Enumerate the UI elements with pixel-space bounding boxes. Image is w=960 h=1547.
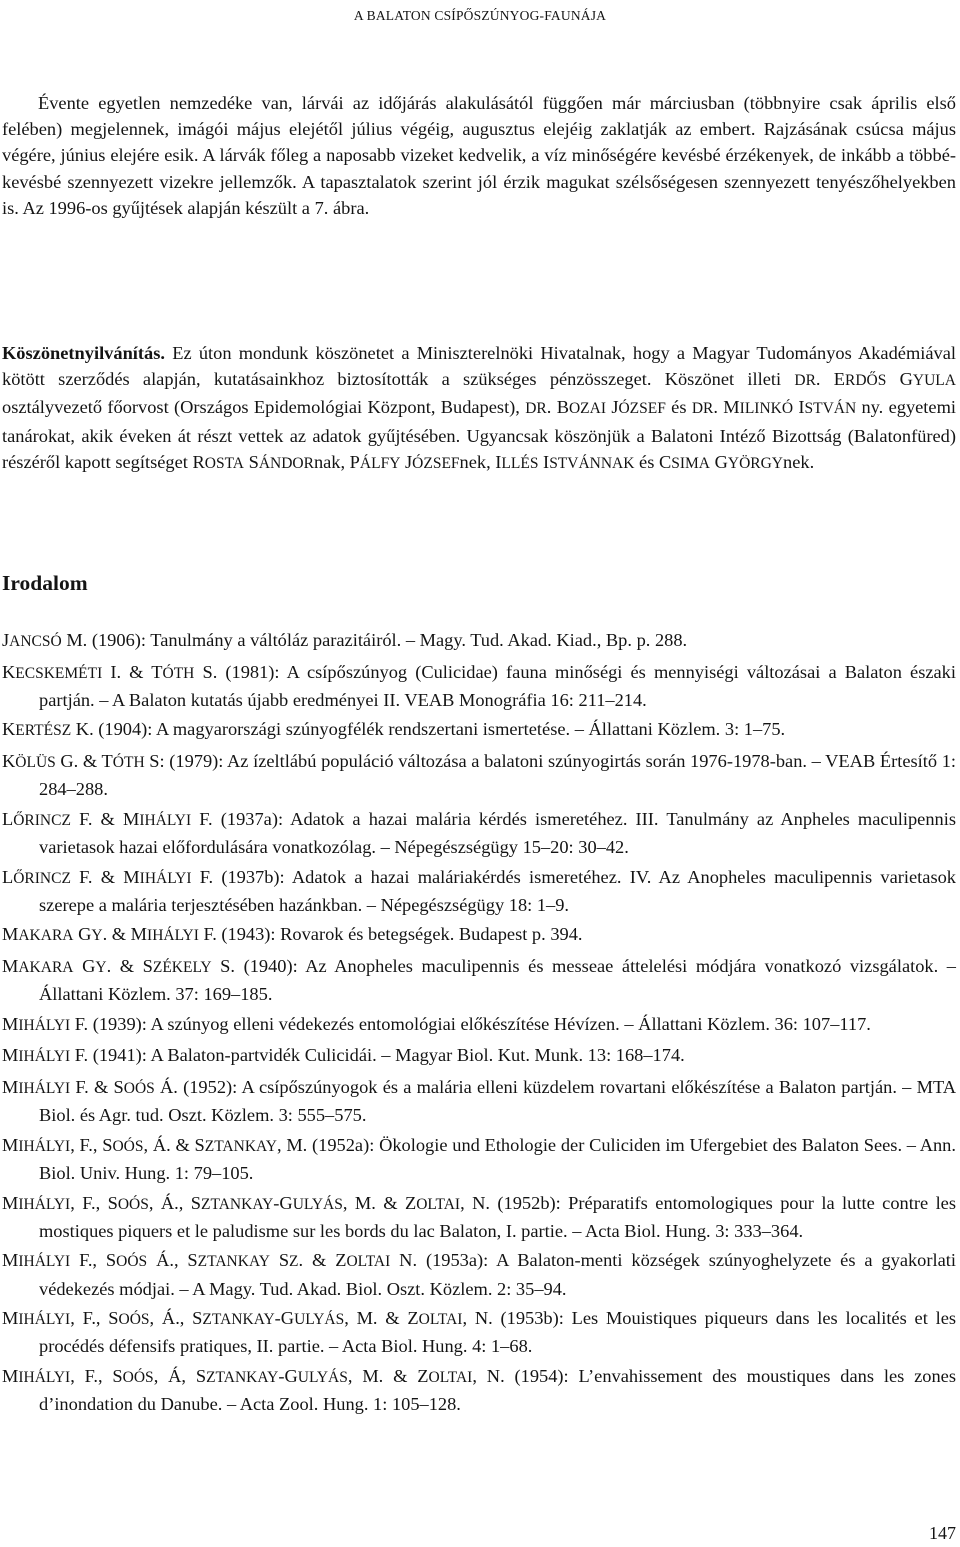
references-heading: Irodalom — [2, 571, 88, 595]
reference-smallcaps: OÓS — [122, 1368, 154, 1386]
ack-segment-text: nek, I — [459, 451, 502, 472]
ack-segment-text: . M — [713, 397, 740, 418]
ack-segment-smallcaps: ILINKÓ — [739, 400, 794, 418]
ack-segment-smallcaps: ÓZSEF — [412, 454, 460, 472]
reference-text: , M. (1952a): Ökologie und Ethologie der Culiciden im Ufergebiet des Balaton Sees. – Ann. Biol. Univ. Hung. 1: 79–105. — [39, 1134, 956, 1183]
reference-entry — [2, 1042, 956, 1070]
reference-text: F. (1943): Rovarok és betegségek. Budapest p. 394. — [198, 924, 583, 945]
reference-smallcaps: ÖLÜS — [15, 753, 56, 771]
ack-segment-text: G — [710, 451, 728, 472]
reference-text: F. (1939): A szúnyog elleni védekezés entomológiai előkészítése Hévízen. – Állattani Közlem. 36: 107–117. — [70, 1013, 871, 1034]
reference-text: I. & T — [102, 661, 163, 682]
reference-text: S: (1979): Az ízeltlábú populáció változása a balatoni szúnyogirtás során 1976-1978-ban. – VEAB Értesítő 1: 284–288. — [39, 750, 956, 800]
reference-text: -G — [278, 1365, 298, 1386]
reference-text: M — [2, 1013, 19, 1034]
reference-smallcaps: OLTAI — [418, 1311, 463, 1329]
running-head — [0, 8, 960, 24]
reference-text: -G — [274, 1308, 295, 1329]
reference-text: J — [2, 630, 10, 650]
reference-text: , F., S — [70, 1192, 118, 1213]
reference-entry — [2, 716, 956, 744]
ack-segment-smallcaps: DR — [794, 372, 816, 390]
reference-text: G — [73, 955, 96, 976]
reference-smallcaps: IHÁLYI — [139, 811, 192, 829]
reference-smallcaps: OÓS — [117, 1195, 149, 1213]
reference-smallcaps: OLTAI — [428, 1368, 473, 1386]
reference-text: G. & T — [55, 750, 113, 771]
ack-segment-text: ny. egyetemi tanárokat, akik éveken át részt vettek az adatok gyűjtésében. Ugyancsak köszönjük a Balatoni Intéző Bizottság (Balatonfüred) részéről kapott segítséget R — [2, 397, 956, 472]
ack-segment-text: I — [793, 397, 805, 418]
reference-text: , N. (1952b): Préparatifs entomologiques pour la lutte contre les mostiques piquers et le paludisme sur les bords du lac Balaton, I. partie. – Acta Biol. Hung. 3: 333–364. — [39, 1192, 956, 1241]
reference-smallcaps: ECSKEMÉTI — [15, 664, 103, 682]
reference-smallcaps: AKARA — [18, 927, 74, 945]
reference-text: . & Z — [298, 1250, 347, 1271]
reference-smallcaps: ERTÉSZ — [15, 722, 72, 740]
reference-smallcaps: ANCSÓ — [9, 633, 62, 650]
reference-smallcaps: ZÉKELY — [152, 958, 212, 976]
reference-entry — [2, 659, 956, 713]
reference-smallcaps: OÓS — [118, 1311, 150, 1329]
reference-text: F., S — [70, 1250, 117, 1271]
reference-text: L — [2, 866, 14, 887]
reference-text: , F., S — [70, 1308, 119, 1329]
reference-entry — [2, 627, 956, 655]
ack-segment-smallcaps: ÁNDOR — [258, 454, 314, 472]
ack-segment-text: nak, P — [313, 451, 360, 472]
body-paragraph: Évente egyetlen nemzedéke van, lárvái az időjárás alakulásától függően már márciusban (többnyire csak április első felében) megjelennek, imágói május elejétől július végéig, augusztus elejéig zaklatják az embert. Rajzásának csúcsa május végére, június elejére esik. A lárvák főleg a naposabb vizeket kedvelik, a víz minőségére kevésbé érzékenyek, de inkább a többé-kevésbé szennyezett vizekre jellemzők. A tapasztalatok szerint jól érzik magukat szélsőségesen szennyezett tenyészőhelyekben is. Az 1996-os gyűjtések alapján készült a 7. ábra. — [2, 93, 956, 218]
reference-text: , M. & Z — [344, 1308, 419, 1329]
reference-smallcaps: ÓTH — [162, 664, 195, 682]
ack-segment-text: J — [606, 397, 619, 418]
reference-smallcaps: OÓS — [112, 1137, 144, 1155]
reference-smallcaps: OÓS — [116, 1253, 148, 1271]
reference-entry — [2, 1190, 956, 1244]
reference-text: F. & M — [70, 866, 140, 887]
reference-smallcaps: ŐRINCZ — [13, 811, 71, 829]
reference-text: . & S — [106, 955, 153, 976]
reference-smallcaps: AKARA — [18, 958, 74, 976]
ack-segment-text: osztályvezető főorvost (Országos Epidemológiai Központ, Budapest), — [2, 397, 526, 418]
reference-text: M — [2, 955, 19, 976]
reference-text: S. (1940): Az Anopheles maculipennis és messeae áttelelési módjára vonatkozó vizsgálatok. – Állattani Közlem. 37: 169–185. — [39, 955, 956, 1005]
ack-segment-text: nek. — [783, 451, 815, 472]
reference-entry — [2, 953, 956, 1007]
reference-text: F. (1937b): Adatok a hazai maláriakérdés ismeretéhez. IV. Az Anopheles maculipennis varietasok szerepe a malária terjesztésében hazánkban. – Népegészségügy 18: 1–9. — [39, 866, 956, 915]
reference-text: F. (1937a): Adatok a hazai malária kérdés ismeretéhez. III. Tanulmány az Anpheles maculipennis varietasok hazai előfordulására vonatkozólag. – Népegészségügy 15–20: 30–42. — [39, 808, 956, 857]
ack-segment-smallcaps: STVÁNNAK — [549, 454, 635, 472]
reference-text: S. (1981): A csípőszúnyog (Culicidae) fauna minőségi és mennyiségi változásai a Balaton északi partján. – A Balaton kutatás újabb eredményei II. VEAB Monográfia 16: 211–214. — [39, 661, 956, 710]
reference-smallcaps: ZTANKAY — [204, 1137, 277, 1155]
running-head-title: BALATON CSÍPŐSZÚNYOG-FAUNÁJA — [363, 8, 607, 23]
ack-segment-smallcaps: RDŐS — [845, 372, 887, 390]
reference-text: Á., S — [147, 1250, 198, 1271]
reference-smallcaps: Y — [95, 958, 107, 976]
reference-text: -G — [273, 1192, 293, 1213]
ack-segment-smallcaps: DR — [525, 400, 547, 418]
ack-segment-text: S — [243, 451, 259, 472]
reference-smallcaps: ULYÁS — [292, 1195, 343, 1213]
reference-smallcaps: OLTAI — [416, 1195, 461, 1213]
reference-text: , F., S — [70, 1365, 123, 1386]
reference-smallcaps: OÓS — [123, 1079, 155, 1097]
ack-segment-smallcaps: STVÁN — [804, 400, 857, 418]
reference-entry — [2, 806, 956, 860]
reference-smallcaps: IHÁLYI — [18, 1368, 71, 1386]
reference-text: M — [2, 1192, 19, 1213]
reference-smallcaps: IHÁLYI — [18, 1048, 71, 1066]
reference-smallcaps: ŐRINCZ — [13, 869, 71, 887]
reference-entry — [2, 1132, 956, 1186]
reference-text: Á. (1952): A csípőszúnyogok és a malária elleni küzdelem rovartani előkészítése a Balaton partján. – MTA Biol. és Agr. tud. Oszt. Közlem. 3: 555–575. — [39, 1076, 956, 1126]
reference-text: . & M — [102, 924, 148, 945]
ack-segment-text: . E — [815, 369, 846, 390]
reference-text: L — [2, 808, 14, 829]
ack-segment-text: . B — [546, 397, 569, 418]
reference-smallcaps: IHÁLYI — [147, 927, 199, 945]
ack-segment-text: és — [665, 397, 692, 418]
reference-text: M — [2, 1134, 19, 1155]
reference-smallcaps: ÓTH — [112, 753, 145, 771]
ack-segment-smallcaps: LLÉS — [501, 454, 539, 472]
reference-text: M — [2, 1365, 19, 1386]
reference-text: , Á, S — [153, 1365, 207, 1386]
reference-text: K — [2, 661, 16, 682]
reference-smallcaps: ZTANKAY — [197, 1253, 270, 1271]
reference-text: M — [2, 924, 19, 945]
reference-text: M — [2, 1076, 19, 1097]
reference-text: M. (1906): Tanulmány a váltóláz parazitáiról. – Magy. Tud. Akad. Kiad., Bp. p. 288. — [61, 630, 688, 650]
ack-segment-smallcaps: DR — [691, 400, 714, 418]
running-head-initial: A — [353, 8, 364, 23]
reference-text: F. & S — [70, 1076, 124, 1097]
reference-smallcaps: IHÁLYI — [18, 1311, 71, 1329]
reference-entry — [2, 1305, 956, 1359]
reference-entry — [2, 1247, 956, 1301]
ack-segment-text: és C — [634, 451, 672, 472]
reference-text: , F., S — [70, 1134, 113, 1155]
ack-segment-text: Ez úton mondunk köszönetet a Miniszterelnöki Hivatalnak, hogy a Magyar Tudományos Akadémiával kötött szerződés alapján, kutatásainkhoz biztosították a szükséges pénzösszeget. Köszönet illeti — [2, 343, 956, 390]
reference-smallcaps: IHÁLYI — [18, 1253, 71, 1271]
reference-text: K — [2, 750, 16, 771]
reference-entry — [2, 1074, 956, 1128]
reference-entry — [2, 921, 956, 949]
ack-segment-smallcaps: YÖRGY — [727, 454, 784, 472]
reference-smallcaps: Y — [91, 927, 103, 945]
reference-text: , M. & Z — [347, 1365, 429, 1386]
ack-segment-smallcaps: OSTA — [204, 454, 244, 472]
reference-smallcaps: ULYÁS — [297, 1368, 348, 1386]
reference-smallcaps: ZTANKAY — [201, 1195, 274, 1213]
reference-text: M — [2, 1308, 19, 1329]
reference-smallcaps: ZTANKAY — [206, 1368, 279, 1386]
reference-entry — [2, 1363, 956, 1417]
reference-smallcaps: IHÁLYI — [18, 1079, 71, 1097]
reference-text: K. (1904): A magyarországi szúnyogfélék rendszertani ismertetése. – Állattani Közlem. 3: 1–75. — [71, 719, 786, 740]
reference-entry — [2, 864, 956, 918]
reference-smallcaps: IHÁLYI — [18, 1016, 71, 1034]
ack-segment-text: G — [886, 369, 913, 390]
reference-text: , N. (1953b): Les Mouistiques piqueurs dans les localités et les procédés défensifs pratiques, II. partie. – Acta Biol. Hung. 4: 1–68. — [39, 1308, 957, 1357]
reference-smallcaps: ZTANKAY — [202, 1311, 275, 1329]
reference-text: , Á., S — [149, 1308, 203, 1329]
ack-segment-smallcaps: OZAI — [568, 400, 606, 418]
reference-entry — [2, 748, 956, 802]
reference-entry — [2, 1011, 956, 1039]
reference-smallcaps: ULYÁS — [294, 1311, 345, 1329]
reference-smallcaps: IHÁLYI — [18, 1137, 71, 1155]
ack-segment-text: I — [538, 451, 550, 472]
reference-text: , N. (1954): L’envahissement des moustiques dans les zones d’inondation du Danube. – Acta Zool. Hung. 1: 105–128. — [39, 1365, 956, 1415]
acknowledgement-paragraph — [2, 340, 956, 477]
reference-text: F. (1941): A Balaton-partvidék Culicidái. – Magyar Biol. Kut. Munk. 13: 168–174. — [70, 1045, 685, 1066]
ack-segment-text: J — [400, 451, 413, 472]
ack-segment-smallcaps: YULA — [912, 372, 956, 390]
reference-text: , M. & Z — [342, 1192, 417, 1213]
reference-text: G — [73, 924, 92, 945]
reference-text: , Á. & S — [143, 1134, 205, 1155]
reference-text: K — [2, 719, 16, 740]
reference-text: F. & M — [70, 808, 140, 829]
reference-smallcaps: IHÁLYI — [139, 869, 192, 887]
reference-text: M — [2, 1045, 19, 1066]
reference-smallcaps: OLTAI — [346, 1253, 391, 1271]
reference-smallcaps: Z — [289, 1253, 299, 1271]
ack-segment-smallcaps: ÓZSEF — [618, 400, 666, 418]
reference-text: M — [2, 1250, 19, 1271]
reference-text: , Á., S — [148, 1192, 202, 1213]
reference-smallcaps: IHÁLYI — [18, 1195, 71, 1213]
page-number: 147 — [929, 1523, 956, 1543]
reference-text: S — [269, 1250, 290, 1271]
ack-segment-smallcaps: SIMA — [671, 454, 710, 472]
acknowledgement-title: Köszönetnyilvánítás. — [2, 343, 165, 363]
reference-text: N. (1953a): A Balaton-menti községek szúnyoghelyzete és a gyakorlati védekezés módjai. – A Magy. Tud. Akad. Biol. Oszt. Közlem. 2: 35–94. — [39, 1250, 956, 1299]
ack-segment-smallcaps: ÁLFY — [359, 454, 401, 472]
reference-list — [2, 627, 956, 1421]
